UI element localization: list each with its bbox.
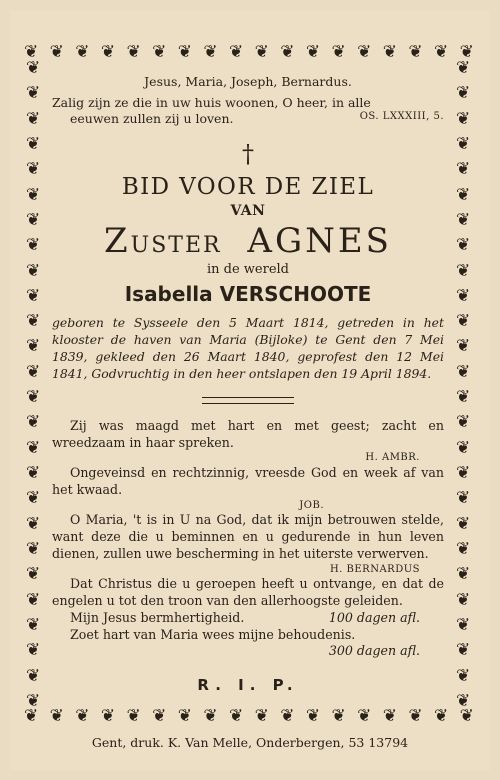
fleuron-icon: ❦ (456, 133, 471, 154)
psalm-reference: OS. LXXXIII, 5. (359, 110, 444, 122)
fleuron-icon: ❦ (24, 706, 39, 726)
fleuron-icon: ❦ (100, 42, 116, 62)
fleuron-icon: ❦ (434, 706, 449, 726)
fleuron-icon: ❦ (456, 58, 471, 78)
title-zuster-agnes (52, 221, 444, 261)
fleuron-icon: ❦ (26, 690, 41, 711)
fleuron-icon: ❦ (177, 42, 192, 62)
agnes-name: AGNES (247, 221, 392, 262)
fleuron-icon: ❦ (26, 260, 41, 281)
prayer-2-source: JOB. (299, 499, 324, 511)
fleuron-icon: ❦ (75, 706, 90, 726)
zuster-rest: USTER (130, 233, 222, 259)
zuster-initial: Z (104, 221, 131, 262)
prayer-3-source-row (52, 563, 444, 576)
fleuron-icon: ❦ (456, 108, 471, 129)
fleuron-icon: ❦ (177, 706, 192, 726)
fleuron-icon: ❦ (456, 260, 471, 281)
fleuron-icon: ❦ (456, 387, 471, 408)
border-right (456, 60, 470, 710)
fleuron-icon: ❦ (456, 564, 471, 585)
fleuron-icon: ❦ (26, 83, 41, 104)
fleuron-icon: ❦ (26, 538, 41, 559)
fleuron-icon: ❦ (229, 706, 244, 726)
fleuron-icon: ❦ (26, 614, 41, 635)
fleuron-icon: ❦ (26, 58, 41, 78)
fleuron-icon: ❦ (456, 488, 471, 509)
fleuron-icon: ❦ (126, 42, 141, 62)
fleuron-icon: ❦ (456, 665, 471, 686)
fleuron-icon: ❦ (26, 361, 41, 382)
fleuron-icon: ❦ (456, 159, 471, 180)
fleuron-icon: ❦ (331, 706, 346, 726)
fleuron-icon: ❦ (26, 488, 41, 509)
fleuron-icon: ❦ (229, 42, 244, 62)
fleuron-icon: ❦ (456, 412, 471, 433)
title-bid: BID VOOR DE ZIEL (121, 174, 375, 201)
fleuron-icon: ❦ (456, 463, 471, 483)
fleuron-icon: ❦ (26, 209, 41, 230)
border-bottom (24, 708, 474, 725)
fleuron-icon: ❦ (357, 706, 372, 726)
prayer-6: Zoet hart van Maria wees mijne behoudenis. (70, 626, 356, 642)
fleuron-icon: ❦ (26, 665, 41, 686)
fleuron-icon: ❦ (382, 42, 397, 62)
fleuron-icon: ❦ (26, 387, 41, 408)
fleuron-icon: ❦ (280, 42, 295, 62)
prayer-2-source-row (52, 499, 444, 512)
fleuron-icon: ❦ (203, 706, 218, 726)
fleuron-icon: ❦ (305, 706, 321, 726)
fleuron-icon: ❦ (26, 437, 41, 458)
fleuron-icon: ❦ (26, 133, 41, 154)
fleuron-icon: ❦ (26, 463, 41, 483)
secular-name: Isabella VERSCHOOTE (124, 282, 372, 307)
biography: geboren te Sysseele den 5 Maart 1814, getreden in het klooster de haven van Maria (Bijloke) te Gent den 7 Mei 1839, gekleed den 26 Maart 1840, geprofest den 12 Mei 1841, Godvruchtig in den heer ontslapen den 19 April 1894. (52, 315, 444, 381)
fleuron-icon: ❦ (456, 513, 471, 534)
fleuron-icon: ❦ (152, 706, 167, 726)
fleuron-icon: ❦ (26, 108, 41, 129)
prayer-3-source: H. BERNARDUS (329, 563, 420, 575)
fleuron-icon: ❦ (305, 42, 321, 62)
border-left (26, 60, 40, 710)
fleuron-icon: ❦ (456, 437, 471, 458)
fleuron-icon: ❦ (434, 42, 449, 62)
divider (202, 397, 294, 404)
prayer-1-source-row (52, 451, 444, 464)
prayer-3: O Maria, 't is in U na God, dat ik mijn betrouwen stelde, want deze die u beminnen en u gedurende in hun leven dienen, zullen uwe bescherming in het uiterste verwerven. (52, 511, 444, 561)
fleuron-icon: ❦ (26, 412, 41, 433)
fleuron-icon: ❦ (24, 42, 39, 62)
fleuron-icon: ❦ (456, 690, 471, 711)
fleuron-icon: ❦ (456, 83, 471, 104)
fleuron-icon: ❦ (456, 614, 471, 635)
fleuron-icon: ❦ (26, 184, 41, 205)
fleuron-icon: ❦ (49, 706, 64, 726)
fleuron-icon: ❦ (456, 589, 471, 610)
fleuron-icon: ❦ (26, 640, 41, 661)
fleuron-icon: ❦ (456, 209, 471, 230)
fleuron-icon: ❦ (26, 336, 41, 357)
fleuron-icon: ❦ (456, 336, 471, 357)
fleuron-icon: ❦ (254, 706, 269, 726)
fleuron-icon: ❦ (382, 706, 397, 726)
indulgence-100: 100 dagen afl. (328, 609, 420, 625)
prayer-5-row (52, 610, 444, 627)
fleuron-icon: ❦ (331, 42, 346, 62)
rip: R. I. P. (197, 676, 299, 695)
fleuron-icon: ❦ (456, 184, 471, 205)
fleuron-icon: ❦ (408, 706, 423, 726)
fleuron-icon: ❦ (26, 513, 41, 534)
psalm-line-1: Zalig zijn ze die in uw huis woonen, O heer, in alle (52, 95, 371, 110)
printer-imprint: Gent, druk. K. Van Melle, Onderbergen, 53 13794 (91, 735, 409, 750)
fleuron-icon: ❦ (152, 42, 167, 62)
fleuron-icon: ❦ (408, 42, 423, 62)
fleuron-icon: ❦ (456, 538, 471, 559)
fleuron-icon: ❦ (49, 42, 64, 62)
fleuron-icon: ❦ (100, 706, 116, 726)
fleuron-icon: ❦ (459, 42, 474, 62)
cross-icon: † (242, 140, 254, 169)
fleuron-icon: ❦ (26, 564, 41, 585)
fleuron-icon: ❦ (126, 706, 141, 726)
fleuron-icon: ❦ (26, 235, 41, 256)
fleuron-icon: ❦ (459, 706, 474, 726)
psalm-verse (52, 95, 444, 126)
fleuron-icon: ❦ (203, 42, 218, 62)
indulgence-300: 300 dagen afl. (328, 643, 420, 659)
title-van: VAN (230, 203, 266, 220)
fleuron-icon: ❦ (26, 285, 41, 306)
fleuron-icon: ❦ (26, 159, 41, 180)
prayer-2: Ongeveinsd en rechtzinnig, vreesde God en week af van het kwaad. (52, 464, 444, 497)
fleuron-icon: ❦ (456, 361, 471, 382)
prayer-1-source: H. AMBR. (365, 452, 420, 464)
prayer-5: Mijn Jesus bermhertigheid. (70, 609, 245, 625)
fleuron-icon: ❦ (456, 235, 471, 256)
prayer-4: Dat Christus die u geroepen heeft u ontvange, en dat de engelen u tot den troon van den allerhoogste geleiden. (52, 575, 444, 608)
psalm-line-2: eeuwen zullen zij u loven. (70, 110, 234, 126)
fleuron-icon: ❦ (456, 640, 471, 661)
fleuron-icon: ❦ (456, 285, 471, 306)
fleuron-icon: ❦ (26, 589, 41, 610)
prayers (52, 418, 444, 661)
fleuron-icon: ❦ (254, 42, 269, 62)
in-de-wereld: in de wereld (206, 262, 290, 278)
invocation: Jesus, Maria, Joseph, Bernardus. (144, 74, 352, 89)
border-top (24, 44, 474, 61)
fleuron-icon: ❦ (75, 42, 90, 62)
psalm-line-2-row (52, 111, 444, 127)
fleuron-icon: ❦ (26, 311, 41, 332)
card-content (52, 74, 444, 694)
fleuron-icon: ❦ (357, 42, 372, 62)
prayer-1: Zij was maagd met hart en met geest; zacht en wreedzaam in haar spreken. (52, 417, 444, 450)
fleuron-icon: ❦ (456, 311, 471, 332)
fleuron-icon: ❦ (280, 706, 295, 726)
